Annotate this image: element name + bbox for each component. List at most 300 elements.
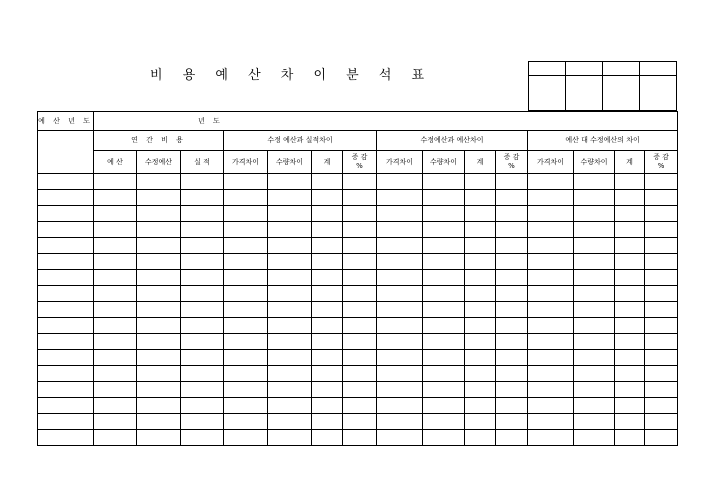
data-cell[interactable]: [312, 350, 343, 366]
table-row: [38, 302, 678, 318]
data-cell[interactable]: [181, 206, 224, 222]
data-cell[interactable]: [268, 350, 312, 366]
data-cell[interactable]: [528, 334, 574, 350]
data-cell[interactable]: [574, 254, 615, 270]
data-cell[interactable]: [645, 174, 678, 190]
data-cell[interactable]: [181, 190, 224, 206]
data-cell[interactable]: [423, 398, 465, 414]
data-cell[interactable]: [465, 366, 496, 382]
data-cell[interactable]: [224, 318, 268, 334]
data-cell[interactable]: [181, 430, 224, 446]
data-cell[interactable]: [137, 302, 181, 318]
data-cell[interactable]: [137, 398, 181, 414]
data-cell[interactable]: [312, 430, 343, 446]
row-item-cell[interactable]: [38, 286, 94, 302]
data-cell[interactable]: [574, 430, 615, 446]
data-cell[interactable]: [496, 334, 528, 350]
data-cell[interactable]: [528, 414, 574, 430]
data-cell[interactable]: [268, 382, 312, 398]
data-cell[interactable]: [377, 430, 423, 446]
data-cell[interactable]: [343, 414, 377, 430]
data-cell[interactable]: [423, 286, 465, 302]
data-cell[interactable]: [496, 238, 528, 254]
data-cell[interactable]: [181, 414, 224, 430]
data-cell[interactable]: [574, 302, 615, 318]
data-cell[interactable]: [528, 382, 574, 398]
data-cell[interactable]: [181, 334, 224, 350]
data-cell[interactable]: [343, 286, 377, 302]
table-row: [38, 222, 678, 238]
approval-box: [528, 61, 677, 111]
data-cell[interactable]: [137, 334, 181, 350]
data-cell[interactable]: [137, 318, 181, 334]
data-cell[interactable]: [528, 350, 574, 366]
data-cell[interactable]: [268, 334, 312, 350]
data-cell[interactable]: [137, 382, 181, 398]
row-item-cell[interactable]: [38, 302, 94, 318]
data-cell[interactable]: [645, 430, 678, 446]
data-cell[interactable]: [181, 222, 224, 238]
data-cell[interactable]: [528, 398, 574, 414]
data-cell[interactable]: [94, 382, 137, 398]
data-cell[interactable]: [181, 350, 224, 366]
data-cell[interactable]: [343, 382, 377, 398]
data-cell[interactable]: [181, 398, 224, 414]
data-cell[interactable]: [465, 238, 496, 254]
col-qty-diff: 수량차이: [268, 151, 312, 174]
data-cell[interactable]: [496, 190, 528, 206]
data-cell[interactable]: [312, 334, 343, 350]
data-cell[interactable]: [224, 286, 268, 302]
row-item-cell[interactable]: [38, 366, 94, 382]
data-cell[interactable]: [343, 222, 377, 238]
data-cell[interactable]: [645, 286, 678, 302]
data-cell[interactable]: [645, 270, 678, 286]
data-cell[interactable]: [615, 366, 645, 382]
data-cell[interactable]: [377, 254, 423, 270]
data-cell[interactable]: [528, 302, 574, 318]
data-cell[interactable]: [574, 318, 615, 334]
data-cell[interactable]: [528, 222, 574, 238]
data-cell[interactable]: [312, 190, 343, 206]
data-cell[interactable]: [312, 414, 343, 430]
data-cell[interactable]: [268, 238, 312, 254]
data-cell[interactable]: [615, 286, 645, 302]
data-cell[interactable]: [423, 238, 465, 254]
data-cell[interactable]: [465, 222, 496, 238]
data-cell[interactable]: [181, 366, 224, 382]
data-cell[interactable]: [181, 382, 224, 398]
data-cell[interactable]: [496, 254, 528, 270]
data-cell[interactable]: [312, 302, 343, 318]
data-cell[interactable]: [268, 414, 312, 430]
data-cell[interactable]: [496, 398, 528, 414]
data-cell[interactable]: [574, 382, 615, 398]
data-cell[interactable]: [465, 318, 496, 334]
data-cell[interactable]: [224, 398, 268, 414]
data-cell[interactable]: [496, 206, 528, 222]
group-revised-vs-actual: 수정 예산과 실적차이: [224, 131, 377, 151]
data-cell[interactable]: [574, 334, 615, 350]
data-cell[interactable]: [465, 190, 496, 206]
data-cell[interactable]: [312, 398, 343, 414]
row-item-cell[interactable]: [38, 222, 94, 238]
data-cell[interactable]: [343, 430, 377, 446]
page-title: 비 용 예 산 차 이 분 석 표: [150, 68, 433, 83]
data-cell[interactable]: [615, 398, 645, 414]
data-cell[interactable]: [423, 302, 465, 318]
data-cell[interactable]: [343, 254, 377, 270]
data-cell[interactable]: [645, 206, 678, 222]
row-item-cell[interactable]: [38, 414, 94, 430]
data-cell[interactable]: [574, 206, 615, 222]
data-cell[interactable]: [377, 382, 423, 398]
table-row: [38, 398, 678, 414]
data-cell[interactable]: [224, 366, 268, 382]
data-cell[interactable]: [181, 318, 224, 334]
data-cell[interactable]: [137, 222, 181, 238]
data-cell[interactable]: [465, 430, 496, 446]
data-cell[interactable]: [377, 398, 423, 414]
data-cell[interactable]: [465, 286, 496, 302]
data-cell[interactable]: [423, 270, 465, 286]
data-cell[interactable]: [343, 398, 377, 414]
data-cell[interactable]: [268, 398, 312, 414]
table-row: [38, 254, 678, 270]
data-cell[interactable]: [94, 238, 137, 254]
data-cell[interactable]: [312, 366, 343, 382]
data-cell[interactable]: [423, 174, 465, 190]
data-cell[interactable]: [224, 254, 268, 270]
data-cell[interactable]: [343, 318, 377, 334]
data-cell[interactable]: [181, 302, 224, 318]
data-cell[interactable]: [423, 222, 465, 238]
data-cell[interactable]: [312, 174, 343, 190]
approval-header-cell: [603, 62, 640, 76]
data-cell[interactable]: [343, 366, 377, 382]
group-annual-cost: 연 간 비 용: [94, 131, 224, 151]
data-cell[interactable]: [423, 318, 465, 334]
data-cell[interactable]: [528, 366, 574, 382]
data-cell[interactable]: [224, 222, 268, 238]
approval-header-cell: [566, 62, 603, 76]
data-cell[interactable]: [377, 286, 423, 302]
data-cell[interactable]: [615, 318, 645, 334]
data-cell[interactable]: [645, 190, 678, 206]
data-cell[interactable]: [574, 366, 615, 382]
budget-year-field[interactable]: 년 도: [94, 112, 678, 131]
data-cell[interactable]: [94, 414, 137, 430]
data-cell[interactable]: [377, 318, 423, 334]
change-label: 증 감: [653, 153, 669, 161]
data-cell[interactable]: [645, 238, 678, 254]
data-cell[interactable]: [268, 254, 312, 270]
data-cell[interactable]: [312, 254, 343, 270]
data-cell[interactable]: [465, 302, 496, 318]
data-cell[interactable]: [465, 334, 496, 350]
data-cell[interactable]: [377, 366, 423, 382]
data-cell[interactable]: [496, 366, 528, 382]
data-cell[interactable]: [465, 254, 496, 270]
data-cell[interactable]: [528, 254, 574, 270]
row-item-cell[interactable]: [38, 190, 94, 206]
data-cell[interactable]: [94, 222, 137, 238]
data-cell[interactable]: [137, 238, 181, 254]
row-item-cell[interactable]: [38, 382, 94, 398]
data-cell[interactable]: [423, 254, 465, 270]
data-cell[interactable]: [224, 302, 268, 318]
data-cell[interactable]: [377, 190, 423, 206]
data-cell[interactable]: [423, 366, 465, 382]
data-cell[interactable]: [496, 430, 528, 446]
data-cell[interactable]: [574, 286, 615, 302]
data-cell[interactable]: [645, 302, 678, 318]
data-cell[interactable]: [615, 206, 645, 222]
data-cell[interactable]: [224, 382, 268, 398]
data-cell[interactable]: [181, 254, 224, 270]
data-cell[interactable]: [645, 350, 678, 366]
approval-sign-cell: [603, 76, 640, 111]
data-cell[interactable]: [377, 174, 423, 190]
data-cell[interactable]: [574, 414, 615, 430]
data-cell[interactable]: [377, 334, 423, 350]
data-cell[interactable]: [137, 206, 181, 222]
data-cell[interactable]: [465, 206, 496, 222]
data-cell[interactable]: [615, 350, 645, 366]
row-item-cell[interactable]: [38, 430, 94, 446]
data-cell[interactable]: [423, 430, 465, 446]
data-cell[interactable]: [423, 350, 465, 366]
data-cell[interactable]: [94, 270, 137, 286]
row-item-cell[interactable]: [38, 334, 94, 350]
col-actual: 실 적: [181, 151, 224, 174]
data-cell[interactable]: [137, 174, 181, 190]
data-cell[interactable]: [343, 302, 377, 318]
data-cell[interactable]: [343, 334, 377, 350]
row-item-cell[interactable]: [38, 174, 94, 190]
data-cell[interactable]: [423, 190, 465, 206]
data-cell[interactable]: [343, 270, 377, 286]
row-item-cell[interactable]: [38, 206, 94, 222]
data-cell[interactable]: [94, 286, 137, 302]
row-item-cell[interactable]: [38, 350, 94, 366]
data-cell[interactable]: [312, 238, 343, 254]
data-cell[interactable]: [377, 238, 423, 254]
data-cell[interactable]: [423, 206, 465, 222]
col-price-diff: 가격차이: [377, 151, 423, 174]
data-cell[interactable]: [268, 430, 312, 446]
data-cell[interactable]: [268, 302, 312, 318]
row-item-cell[interactable]: [38, 254, 94, 270]
data-cell[interactable]: [94, 206, 137, 222]
data-cell[interactable]: [137, 270, 181, 286]
data-cell[interactable]: [528, 286, 574, 302]
data-cell[interactable]: [496, 350, 528, 366]
data-cell[interactable]: [496, 286, 528, 302]
data-cell[interactable]: [94, 366, 137, 382]
data-cell[interactable]: [465, 414, 496, 430]
data-cell[interactable]: [312, 382, 343, 398]
table-row: [38, 334, 678, 350]
data-cell[interactable]: [615, 190, 645, 206]
percent-label: %: [508, 162, 515, 170]
data-cell[interactable]: [94, 254, 137, 270]
data-cell[interactable]: [615, 334, 645, 350]
data-cell[interactable]: [94, 430, 137, 446]
data-cell[interactable]: [377, 222, 423, 238]
data-cell[interactable]: [465, 382, 496, 398]
data-cell[interactable]: [137, 366, 181, 382]
data-cell[interactable]: [574, 190, 615, 206]
data-cell[interactable]: [268, 206, 312, 222]
data-cell[interactable]: [615, 414, 645, 430]
data-cell[interactable]: [377, 302, 423, 318]
data-cell[interactable]: [343, 350, 377, 366]
data-cell[interactable]: [528, 206, 574, 222]
data-cell[interactable]: [615, 222, 645, 238]
data-cell[interactable]: [312, 270, 343, 286]
data-cell[interactable]: [615, 382, 645, 398]
data-cell[interactable]: [377, 350, 423, 366]
data-cell[interactable]: [224, 238, 268, 254]
col-total: 계: [312, 151, 343, 174]
data-cell[interactable]: [224, 414, 268, 430]
data-cell[interactable]: [94, 398, 137, 414]
data-cell[interactable]: [465, 350, 496, 366]
data-cell[interactable]: [94, 318, 137, 334]
data-cell[interactable]: [645, 318, 678, 334]
data-cell[interactable]: [343, 238, 377, 254]
data-cell[interactable]: [224, 270, 268, 286]
data-cell[interactable]: [312, 206, 343, 222]
data-cell[interactable]: [137, 430, 181, 446]
data-cell[interactable]: [528, 174, 574, 190]
table-row: [38, 206, 678, 222]
data-cell[interactable]: [312, 286, 343, 302]
data-cell[interactable]: [528, 238, 574, 254]
data-cell[interactable]: [615, 238, 645, 254]
data-cell[interactable]: [312, 318, 343, 334]
data-cell[interactable]: [94, 190, 137, 206]
data-cell[interactable]: [137, 190, 181, 206]
data-cell[interactable]: [528, 318, 574, 334]
data-cell[interactable]: [465, 398, 496, 414]
data-cell[interactable]: [645, 222, 678, 238]
data-cell[interactable]: [343, 174, 377, 190]
data-cell[interactable]: [496, 270, 528, 286]
data-cell[interactable]: [615, 302, 645, 318]
approval-header-cell: [640, 62, 677, 76]
data-cell[interactable]: [496, 318, 528, 334]
data-cell[interactable]: [574, 222, 615, 238]
data-cell[interactable]: [181, 270, 224, 286]
data-cell[interactable]: [645, 414, 678, 430]
data-cell[interactable]: [94, 174, 137, 190]
data-cell[interactable]: [181, 286, 224, 302]
row-item-cell[interactable]: [38, 238, 94, 254]
data-cell[interactable]: [465, 174, 496, 190]
data-cell[interactable]: [615, 430, 645, 446]
data-cell[interactable]: [615, 270, 645, 286]
data-cell[interactable]: [423, 382, 465, 398]
data-cell[interactable]: [268, 286, 312, 302]
data-cell[interactable]: [224, 350, 268, 366]
data-cell[interactable]: [496, 222, 528, 238]
data-cell[interactable]: [645, 334, 678, 350]
data-cell[interactable]: [181, 174, 224, 190]
data-cell[interactable]: [574, 238, 615, 254]
data-cell[interactable]: [496, 414, 528, 430]
row-item-cell[interactable]: [38, 318, 94, 334]
data-cell[interactable]: [94, 302, 137, 318]
data-cell[interactable]: [528, 430, 574, 446]
row-item-cell[interactable]: [38, 398, 94, 414]
data-cell[interactable]: [137, 350, 181, 366]
data-cell[interactable]: [224, 190, 268, 206]
data-cell[interactable]: [528, 190, 574, 206]
data-cell[interactable]: [465, 270, 496, 286]
data-cell[interactable]: [268, 366, 312, 382]
data-cell[interactable]: [574, 174, 615, 190]
data-cell[interactable]: [268, 190, 312, 206]
data-cell[interactable]: [645, 366, 678, 382]
data-cell[interactable]: [423, 414, 465, 430]
data-cell[interactable]: [224, 174, 268, 190]
data-cell[interactable]: [574, 398, 615, 414]
data-cell[interactable]: [343, 190, 377, 206]
table-row: [38, 270, 678, 286]
row-item-cell[interactable]: [38, 270, 94, 286]
data-cell[interactable]: [94, 350, 137, 366]
col-qty-diff: 수량차이: [574, 151, 615, 174]
data-cell[interactable]: [423, 334, 465, 350]
data-cell[interactable]: [496, 382, 528, 398]
data-cell[interactable]: [615, 254, 645, 270]
data-cell[interactable]: [574, 350, 615, 366]
data-cell[interactable]: [615, 174, 645, 190]
data-cell[interactable]: [137, 414, 181, 430]
data-cell[interactable]: [94, 334, 137, 350]
data-cell[interactable]: [496, 302, 528, 318]
data-cell[interactable]: [528, 270, 574, 286]
data-cell[interactable]: [224, 334, 268, 350]
data-cell[interactable]: [268, 174, 312, 190]
col-qty-diff: 수량차이: [423, 151, 465, 174]
data-cell[interactable]: [574, 270, 615, 286]
data-cell[interactable]: [377, 206, 423, 222]
data-cell[interactable]: [377, 270, 423, 286]
data-cell[interactable]: [377, 414, 423, 430]
col-change-pct: [343, 151, 377, 174]
data-cell[interactable]: [268, 222, 312, 238]
data-cell[interactable]: [645, 254, 678, 270]
data-cell[interactable]: [343, 206, 377, 222]
data-cell[interactable]: [268, 318, 312, 334]
data-cell[interactable]: [137, 254, 181, 270]
data-cell[interactable]: [645, 398, 678, 414]
data-cell[interactable]: [137, 286, 181, 302]
table-row: [38, 174, 678, 190]
data-cell[interactable]: [181, 238, 224, 254]
data-cell[interactable]: [312, 222, 343, 238]
data-cell[interactable]: [645, 382, 678, 398]
data-cell[interactable]: [224, 430, 268, 446]
col-price-diff: 가격차이: [224, 151, 268, 174]
percent-label: %: [356, 162, 363, 170]
data-cell[interactable]: [224, 206, 268, 222]
data-cell[interactable]: [496, 174, 528, 190]
data-cell[interactable]: [268, 270, 312, 286]
